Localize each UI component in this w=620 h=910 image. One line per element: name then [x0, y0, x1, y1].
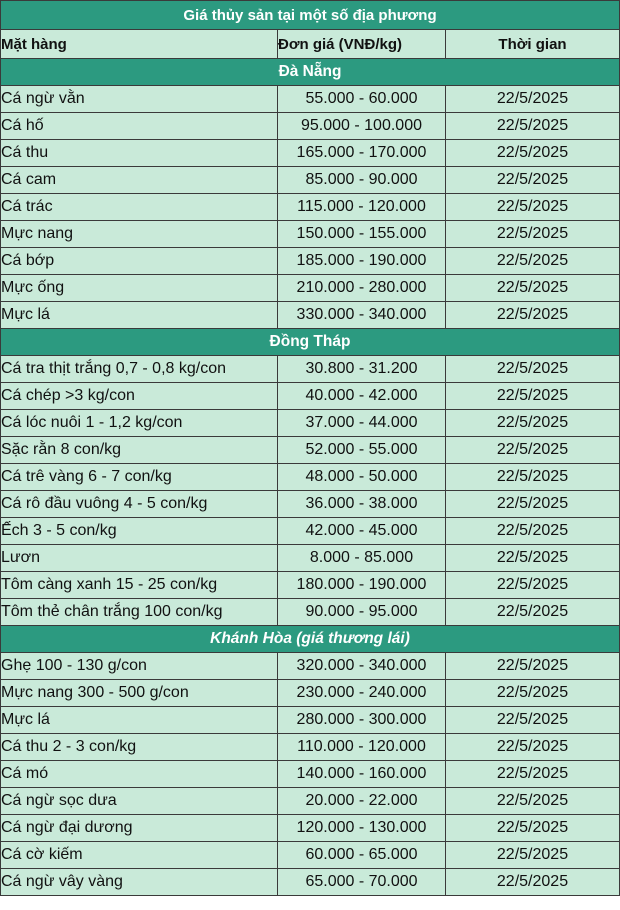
price-cell: 90.000 - 95.000: [278, 599, 446, 626]
table-row: [1, 167, 620, 194]
date-cell: 22/5/2025: [446, 464, 620, 491]
price-cell: 55.000 - 60.000: [278, 86, 446, 113]
table-row: [1, 815, 620, 842]
table-row: [1, 680, 620, 707]
item-cell: Cá hố: [1, 113, 278, 140]
date-cell: 22/5/2025: [446, 86, 620, 113]
price-cell: 85.000 - 90.000: [278, 167, 446, 194]
table-row: [1, 707, 620, 734]
table-row: [1, 869, 620, 896]
item-cell: Cá mó: [1, 761, 278, 788]
price-cell: 210.000 - 280.000: [278, 275, 446, 302]
price-cell: 165.000 - 170.000: [278, 140, 446, 167]
table-row: [1, 491, 620, 518]
table-row: [1, 221, 620, 248]
table-row: [1, 140, 620, 167]
price-cell: 52.000 - 55.000: [278, 437, 446, 464]
table-row: [1, 302, 620, 329]
price-cell: 140.000 - 160.000: [278, 761, 446, 788]
date-cell: 22/5/2025: [446, 653, 620, 680]
price-cell: 37.000 - 44.000: [278, 410, 446, 437]
table-row: [1, 572, 620, 599]
date-cell: 22/5/2025: [446, 194, 620, 221]
item-cell: Mực nang 300 - 500 g/con: [1, 680, 278, 707]
table-row: [1, 518, 620, 545]
date-cell: 22/5/2025: [446, 572, 620, 599]
column-header-date: Thời gian: [446, 30, 620, 59]
date-cell: 22/5/2025: [446, 221, 620, 248]
date-cell: 22/5/2025: [446, 140, 620, 167]
item-cell: Cá ngừ vằn: [1, 86, 278, 113]
item-cell: Cá ngừ vây vàng: [1, 869, 278, 896]
table-row: [1, 194, 620, 221]
date-cell: 22/5/2025: [446, 599, 620, 626]
item-cell: Mực ống: [1, 275, 278, 302]
item-cell: Cá cờ kiếm: [1, 842, 278, 869]
table-row: [1, 113, 620, 140]
price-cell: 185.000 - 190.000: [278, 248, 446, 275]
date-cell: 22/5/2025: [446, 788, 620, 815]
table-row: [1, 761, 620, 788]
date-cell: 22/5/2025: [446, 356, 620, 383]
item-cell: Sặc rằn 8 con/kg: [1, 437, 278, 464]
table-row: [1, 356, 620, 383]
table-row: [1, 734, 620, 761]
item-cell: Cá tra thịt trắng 0,7 - 0,8 kg/con: [1, 356, 278, 383]
table-title: Giá thủy sản tại một số địa phương: [1, 1, 620, 30]
section-title: Đà Nẵng: [1, 59, 620, 86]
date-cell: 22/5/2025: [446, 383, 620, 410]
section-title: Khánh Hòa (giá thương lái): [1, 626, 620, 653]
table-row: [1, 842, 620, 869]
table-row: [1, 275, 620, 302]
price-cell: 60.000 - 65.000: [278, 842, 446, 869]
table-row: [1, 437, 620, 464]
item-cell: Cá trê vàng 6 - 7 con/kg: [1, 464, 278, 491]
table-row: [1, 788, 620, 815]
date-cell: 22/5/2025: [446, 113, 620, 140]
price-cell: 48.000 - 50.000: [278, 464, 446, 491]
column-header-price: Đơn giá (VNĐ/kg): [278, 30, 446, 59]
item-cell: Cá ngừ sọc dưa: [1, 788, 278, 815]
price-cell: 330.000 - 340.000: [278, 302, 446, 329]
price-cell: 150.000 - 155.000: [278, 221, 446, 248]
date-cell: 22/5/2025: [446, 842, 620, 869]
price-cell: 36.000 - 38.000: [278, 491, 446, 518]
price-cell: 30.800 - 31.200: [278, 356, 446, 383]
price-cell: 42.000 - 45.000: [278, 518, 446, 545]
item-cell: Ếch 3 - 5 con/kg: [1, 518, 278, 545]
table-row: [1, 248, 620, 275]
table-row: [1, 86, 620, 113]
item-cell: Ghẹ 100 - 130 g/con: [1, 653, 278, 680]
item-cell: Cá cam: [1, 167, 278, 194]
date-cell: 22/5/2025: [446, 518, 620, 545]
price-cell: 320.000 - 340.000: [278, 653, 446, 680]
table-row: [1, 653, 620, 680]
date-cell: 22/5/2025: [446, 680, 620, 707]
table-row: [1, 599, 620, 626]
item-cell: Cá thu: [1, 140, 278, 167]
item-cell: Lươn: [1, 545, 278, 572]
price-cell: 65.000 - 70.000: [278, 869, 446, 896]
date-cell: 22/5/2025: [446, 410, 620, 437]
item-cell: Cá ngừ đại dương: [1, 815, 278, 842]
section-row: [1, 59, 620, 86]
section-title: Đồng Tháp: [1, 329, 620, 356]
item-cell: Cá bớp: [1, 248, 278, 275]
price-cell: 20.000 - 22.000: [278, 788, 446, 815]
item-cell: Tôm càng xanh 15 - 25 con/kg: [1, 572, 278, 599]
title-row: [1, 1, 620, 30]
price-table-body: [1, 1, 620, 896]
price-cell: 110.000 - 120.000: [278, 734, 446, 761]
date-cell: 22/5/2025: [446, 545, 620, 572]
section-row: [1, 626, 620, 653]
column-header-item: Mặt hàng: [1, 30, 278, 59]
date-cell: 22/5/2025: [446, 302, 620, 329]
date-cell: 22/5/2025: [446, 248, 620, 275]
header-row: [1, 30, 620, 59]
price-cell: 8.000 - 85.000: [278, 545, 446, 572]
item-cell: Mực lá: [1, 302, 278, 329]
price-cell: 180.000 - 190.000: [278, 572, 446, 599]
date-cell: 22/5/2025: [446, 815, 620, 842]
item-cell: Cá trác: [1, 194, 278, 221]
item-cell: Mực nang: [1, 221, 278, 248]
date-cell: 22/5/2025: [446, 491, 620, 518]
date-cell: 22/5/2025: [446, 707, 620, 734]
item-cell: Cá thu 2 - 3 con/kg: [1, 734, 278, 761]
item-cell: Cá lóc nuôi 1 - 1,2 kg/con: [1, 410, 278, 437]
date-cell: 22/5/2025: [446, 734, 620, 761]
price-cell: 115.000 - 120.000: [278, 194, 446, 221]
item-cell: Tôm thẻ chân trắng 100 con/kg: [1, 599, 278, 626]
date-cell: 22/5/2025: [446, 761, 620, 788]
section-row: [1, 329, 620, 356]
table-row: [1, 383, 620, 410]
table-row: [1, 545, 620, 572]
table-row: [1, 410, 620, 437]
price-cell: 95.000 - 100.000: [278, 113, 446, 140]
date-cell: 22/5/2025: [446, 437, 620, 464]
item-cell: Cá chép >3 kg/con: [1, 383, 278, 410]
price-cell: 280.000 - 300.000: [278, 707, 446, 734]
item-cell: Mực lá: [1, 707, 278, 734]
price-cell: 120.000 - 130.000: [278, 815, 446, 842]
table-row: [1, 464, 620, 491]
date-cell: 22/5/2025: [446, 275, 620, 302]
price-cell: 40.000 - 42.000: [278, 383, 446, 410]
price-cell: 230.000 - 240.000: [278, 680, 446, 707]
date-cell: 22/5/2025: [446, 869, 620, 896]
date-cell: 22/5/2025: [446, 167, 620, 194]
item-cell: Cá rô đầu vuông 4 - 5 con/kg: [1, 491, 278, 518]
